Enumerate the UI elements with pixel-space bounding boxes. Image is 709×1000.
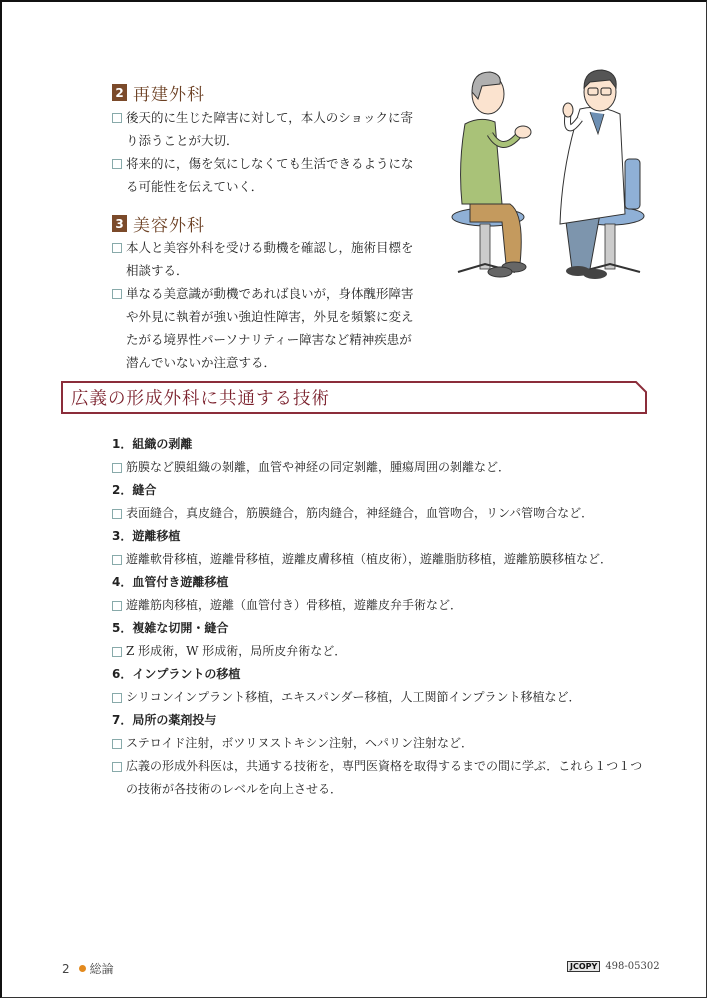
- bullet-item: 筋膜など膜組織の剝離，血管や神経の同定剝離，腫瘍周囲の剝離など．: [112, 456, 652, 479]
- bullet-item: 後天的に生じた障害に対して，本人のショックに寄り添うことが大切．: [112, 106, 418, 152]
- bullet-item: 本人と美容外科を受ける動機を確認し，施術目標を相談する．: [112, 236, 418, 282]
- checkbox-square-icon: [112, 555, 122, 565]
- section-heading-reconstructive: [112, 80, 205, 105]
- checkbox-square-icon: [112, 113, 122, 123]
- bullet-item: 遊離軟骨移植，遊離骨移植，遊離皮膚移植（植皮術），遊離脂肪移植，遊離筋膜移植など．: [112, 548, 652, 571]
- technique-heading: 4．血管付き遊離移植: [112, 575, 229, 589]
- checkbox-square-icon: [112, 739, 122, 749]
- section-heading-cosmetic: [112, 211, 205, 236]
- technique-item: [112, 433, 652, 479]
- technique-heading: 7．局所の薬剤投与: [112, 713, 217, 727]
- technique-item: [112, 617, 652, 663]
- techniques-list: [112, 433, 652, 801]
- section-title: 再建外科: [133, 85, 205, 105]
- bullet-item: シリコンインプラント移植，エキスパンダー移植，人工関節インプラント移植など．: [112, 686, 652, 709]
- footer-copyright: [567, 961, 660, 972]
- checkbox-square-icon: [112, 243, 122, 253]
- section-title: 美容外科: [133, 216, 205, 236]
- checkbox-square-icon: [112, 647, 122, 657]
- technique-item: [112, 709, 652, 801]
- checkbox-square-icon: [112, 463, 122, 473]
- technique-item: [112, 525, 652, 571]
- footer-page-info: [62, 960, 114, 977]
- bullet-item: 表面縫合，真皮縫合，筋膜縫合，筋肉縫合，神経縫合，血管吻合，リンパ管吻合など．: [112, 502, 652, 525]
- bullet-item: 将来的に，傷を気にしなくても生活できるようになる可能性を伝えていく．: [112, 152, 418, 198]
- section-bullets-reconstructive: [112, 106, 418, 198]
- jcopy-logo: JCOPY: [567, 961, 600, 972]
- doctor-patient-illustration: [440, 64, 655, 284]
- technique-item: [112, 479, 652, 525]
- technique-item: [112, 571, 652, 617]
- bullet-item: Z 形成術，W 形成術，局所皮弁術など．: [112, 640, 652, 663]
- technique-heading: 5．複雑な切開・縫合: [112, 621, 229, 635]
- bullet-dot-icon: [79, 965, 86, 972]
- bullet-item: 広義の形成外科医は，共通する技術を，専門医資格を取得するまでの間に学ぶ．これら１つ１つの技術が各技術のレベルを向上させる．: [112, 755, 652, 801]
- bullet-item: 遊離筋肉移植，遊離（血管付き）骨移植，遊離皮弁手術など．: [112, 594, 652, 617]
- bullet-item: 単なる美意識が動機であれば良いが，身体醜形障害や外見に執着が強い強迫性障害，外見を頻繁に変えたがる境界性パーソナリティー障害など精神疾患が潜んでいないか注意する．: [112, 282, 418, 374]
- checkbox-square-icon: [112, 693, 122, 703]
- technique-heading: 3．遊離移植: [112, 529, 181, 543]
- technique-heading: 2．縫合: [112, 483, 157, 497]
- technique-item: [112, 663, 652, 709]
- checkbox-square-icon: [112, 289, 122, 299]
- checkbox-square-icon: [112, 159, 122, 169]
- bullet-item: ステロイド注射，ボツリヌストキシン注射，ヘパリン注射など．: [112, 732, 652, 755]
- technique-heading: 1．組織の剥離: [112, 437, 193, 451]
- section-bullets-cosmetic: [112, 236, 418, 374]
- chapter-name: 総論: [89, 962, 114, 976]
- page-number: 2: [62, 961, 70, 976]
- checkbox-square-icon: [112, 762, 122, 772]
- main-section-heading: 広義の形成外科に共通する技術: [61, 381, 646, 413]
- checkbox-square-icon: [112, 601, 122, 611]
- book-code: 498-05302: [605, 961, 660, 972]
- section-number-badge: 2: [112, 84, 127, 101]
- technique-heading: 6．インプラントの移植: [112, 667, 241, 681]
- checkbox-square-icon: [112, 509, 122, 519]
- section-number-badge: 3: [112, 215, 127, 232]
